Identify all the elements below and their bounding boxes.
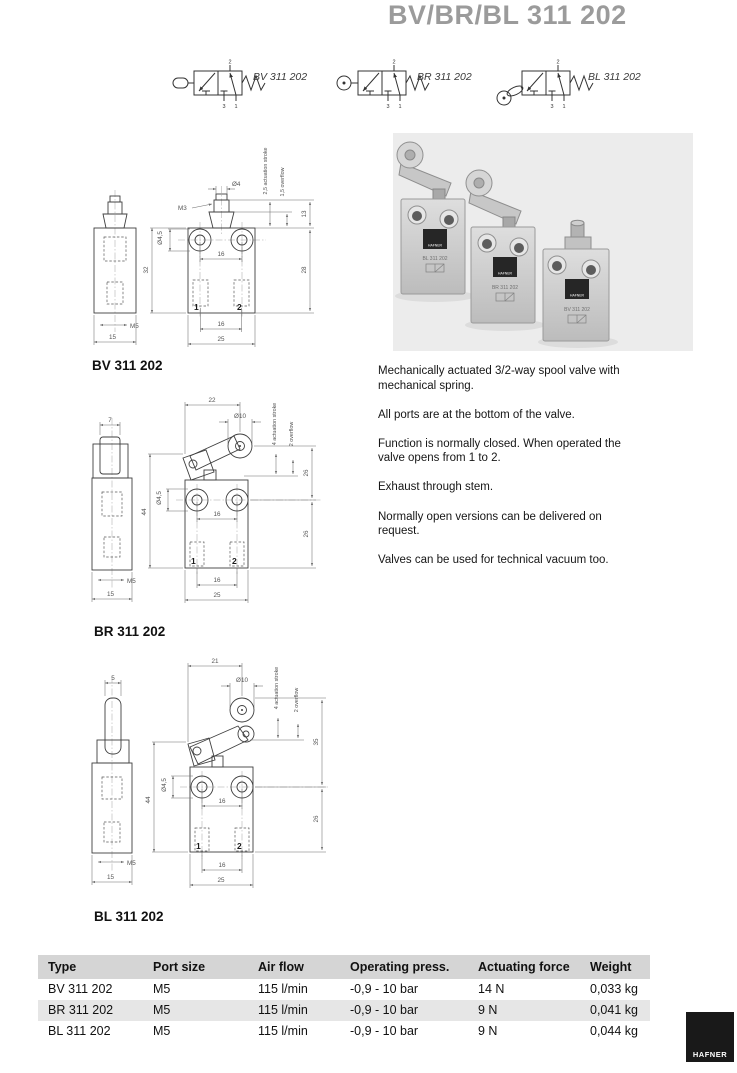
bv-side-view (94, 190, 139, 345)
table-row: BV 311 202 M5 115 l/min -0,9 - 10 bar 14 N 0,033 kg (48, 982, 638, 996)
svg-text:Ø4: Ø4 (232, 181, 241, 188)
symbol-label-br: BR 311 202 (417, 71, 472, 83)
svg-text:25: 25 (217, 336, 225, 343)
col-header-type: Type (38, 955, 143, 979)
description-paragraph: Exhaust through stem. (378, 481, 494, 494)
svg-text:26: 26 (313, 815, 320, 823)
table-row: BL 311 202 M5 115 l/min -0,9 - 10 bar 9 N 0,044 kg (48, 1024, 638, 1038)
roller-lever-icon (497, 84, 524, 105)
description-paragraph: Valves can be used for technical vacuum too. (378, 554, 609, 567)
spec-table (38, 955, 650, 1042)
svg-text:16: 16 (218, 798, 226, 805)
description-paragraph: Normally open versions can be delivered on request. (378, 510, 602, 538)
port-label: 1 (562, 104, 566, 110)
svg-text:44: 44 (145, 796, 152, 804)
svg-text:4 actuation stroke: 4 actuation stroke (274, 666, 280, 710)
svg-text:BV 311 202: BV 311 202 (564, 307, 590, 313)
br-side-view (92, 417, 136, 602)
svg-text:16: 16 (213, 577, 221, 584)
svg-text:32: 32 (143, 266, 150, 274)
symbol-label-bv: BV 311 202 (253, 71, 308, 83)
svg-text:5: 5 (111, 675, 115, 682)
svg-text:1: 1 (196, 841, 201, 851)
svg-text:2 overflow: 2 overflow (294, 687, 300, 713)
svg-text:26: 26 (303, 469, 310, 477)
svg-text:22: 22 (208, 397, 216, 404)
brand-logo (686, 1012, 734, 1062)
br-front-view (141, 397, 322, 603)
svg-text:26: 26 (303, 530, 310, 538)
svg-text:16: 16 (213, 511, 221, 518)
port-label: 2 (228, 59, 232, 66)
drawing-caption-br: BR 311 202 (94, 624, 166, 639)
col-header-operating-press: Operating press. (340, 955, 468, 979)
drawing-caption-bv: BV 311 202 (92, 358, 163, 373)
bl-front-view (145, 658, 330, 888)
description-paragraph: Function is normally closed. When operated the valve opens from 1 to 2. (378, 437, 621, 465)
col-header-air-flow: Air flow (248, 955, 340, 979)
svg-text:1: 1 (191, 556, 196, 566)
svg-text:BL 311 202: BL 311 202 (422, 256, 448, 262)
col-header-port-size: Port size (143, 955, 248, 979)
svg-text:2: 2 (237, 841, 242, 851)
svg-text:2 overflow: 2 overflow (289, 421, 295, 447)
bl-side-view (92, 675, 136, 885)
svg-text:HAFNER: HAFNER (498, 271, 512, 276)
drawing-caption-bl: BL 311 202 (94, 909, 164, 924)
svg-text:BR 311 202: BR 311 202 (491, 285, 519, 291)
svg-text:1,5 overflow: 1,5 overflow (280, 167, 286, 197)
svg-text:M5: M5 (127, 578, 136, 585)
svg-text:25: 25 (213, 592, 221, 599)
svg-text:Ø10: Ø10 (236, 677, 248, 684)
svg-text:21: 21 (211, 658, 219, 665)
svg-text:7: 7 (108, 417, 112, 424)
valve-symbol-bl (494, 57, 669, 117)
svg-text:2: 2 (237, 302, 242, 312)
port-label: 3 (386, 104, 390, 110)
port-label: 1 (398, 104, 402, 110)
svg-text:Ø10: Ø10 (234, 413, 246, 420)
product-photo (393, 133, 693, 351)
svg-text:Ø4,5: Ø4,5 (161, 778, 168, 792)
description-paragraph: All ports are at the bottom of the valve. (378, 408, 575, 421)
description-text (378, 364, 636, 582)
tech-drawing-bl (78, 652, 368, 904)
svg-text:25: 25 (217, 877, 225, 884)
tech-drawing-bv (82, 142, 347, 364)
svg-text:15: 15 (107, 591, 115, 598)
description-paragraph: Mechanically actuated 3/2-way spool valve with mechanical spring. (378, 365, 620, 392)
port-label: 3 (550, 104, 554, 110)
svg-text:13: 13 (301, 210, 308, 218)
svg-text:44: 44 (141, 508, 148, 516)
port-label: 3 (222, 104, 226, 110)
svg-text:M5: M5 (130, 323, 139, 330)
table-header-row (38, 955, 650, 979)
svg-text:2,5 actuation stroke: 2,5 actuation stroke (263, 147, 269, 195)
port-label: 2 (556, 59, 560, 66)
svg-text:35: 35 (313, 738, 320, 746)
page-title: BV/BR/BL 311 202 (388, 0, 627, 30)
svg-text:16: 16 (218, 862, 226, 869)
valve-symbol-br (330, 57, 500, 115)
svg-text:16: 16 (217, 251, 225, 258)
svg-text:HAFNER: HAFNER (428, 243, 442, 248)
col-header-actuating-force: Actuating force (468, 955, 580, 979)
svg-text:28: 28 (301, 266, 308, 274)
symbol-label-bl: BL 311 202 (588, 71, 641, 83)
svg-text:16: 16 (217, 321, 225, 328)
svg-text:15: 15 (107, 874, 115, 881)
col-header-weight: Weight (580, 955, 650, 979)
svg-text:Ø4,5: Ø4,5 (157, 231, 164, 245)
svg-text:Ø4,5: Ø4,5 (156, 491, 163, 505)
svg-text:HAFNER: HAFNER (570, 293, 584, 298)
svg-text:1: 1 (194, 302, 199, 312)
port-label: 2 (392, 59, 396, 66)
bv-front-view (143, 147, 314, 347)
tech-drawing-br (78, 392, 358, 620)
roller-icon (337, 76, 358, 90)
valve-symbol-bv (166, 57, 336, 115)
svg-text:2: 2 (232, 556, 237, 566)
svg-text:15: 15 (109, 334, 117, 341)
svg-text:M3: M3 (178, 205, 187, 212)
brand-logo-text: HAFNER (692, 1050, 728, 1059)
port-label: 1 (234, 104, 238, 110)
plunger-icon (173, 78, 194, 88)
table-row: BR 311 202 M5 115 l/min -0,9 - 10 bar 9 N 0,041 kg (38, 1000, 650, 1021)
svg-text:M5: M5 (127, 860, 136, 867)
svg-text:4 actuation stroke: 4 actuation stroke (272, 402, 278, 446)
